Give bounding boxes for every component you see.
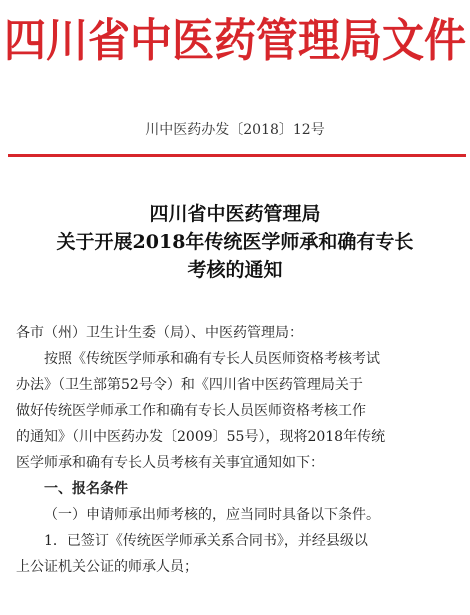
salutation: 各市（州）卫生计生委（局）、中医药管理局：	[16, 325, 303, 341]
section-heading-1: 一、报名条件	[44, 481, 128, 497]
document-header-title: 四川省中医药管理局文件	[3, 13, 466, 67]
intro-line-3: 做好传统医学师承工作和确有专长人员医师资格考核工作	[16, 403, 366, 419]
intro-line-1: 按照《传统医学师承和确有专长人员医师资格考核考试	[44, 351, 380, 367]
document-body	[16, 320, 462, 580]
item-1-line-2: 上公证机关公证的师承人员；	[16, 559, 198, 575]
sub-heading-1: （一）申请师承出师考核的，应当同时具备以下条件。	[44, 507, 380, 523]
intro-line-4: 的通知》（川中医药办发〔2009〕55号），现将2018年传统	[16, 429, 386, 445]
red-divider-line	[8, 154, 466, 157]
notice-title	[0, 200, 470, 284]
notice-title-line-1: 四川省中医药管理局	[149, 203, 321, 225]
notice-title-line-2: 关于开展2018年传统医学师承和确有专长	[56, 231, 414, 253]
notice-title-line-3: 考核的通知	[187, 259, 283, 281]
item-1-line-1: 1．已签订《传统医学师承关系合同书》，并经县级以	[44, 533, 368, 549]
intro-line-2: 办法》（卫生部第52号令）和《四川省中医药管理局关于	[16, 377, 363, 393]
document-number: 川中医药办发〔2018〕12号	[145, 122, 325, 138]
intro-line-5: 医学师承和确有专长人员考核有关事宜通知如下：	[16, 455, 324, 471]
